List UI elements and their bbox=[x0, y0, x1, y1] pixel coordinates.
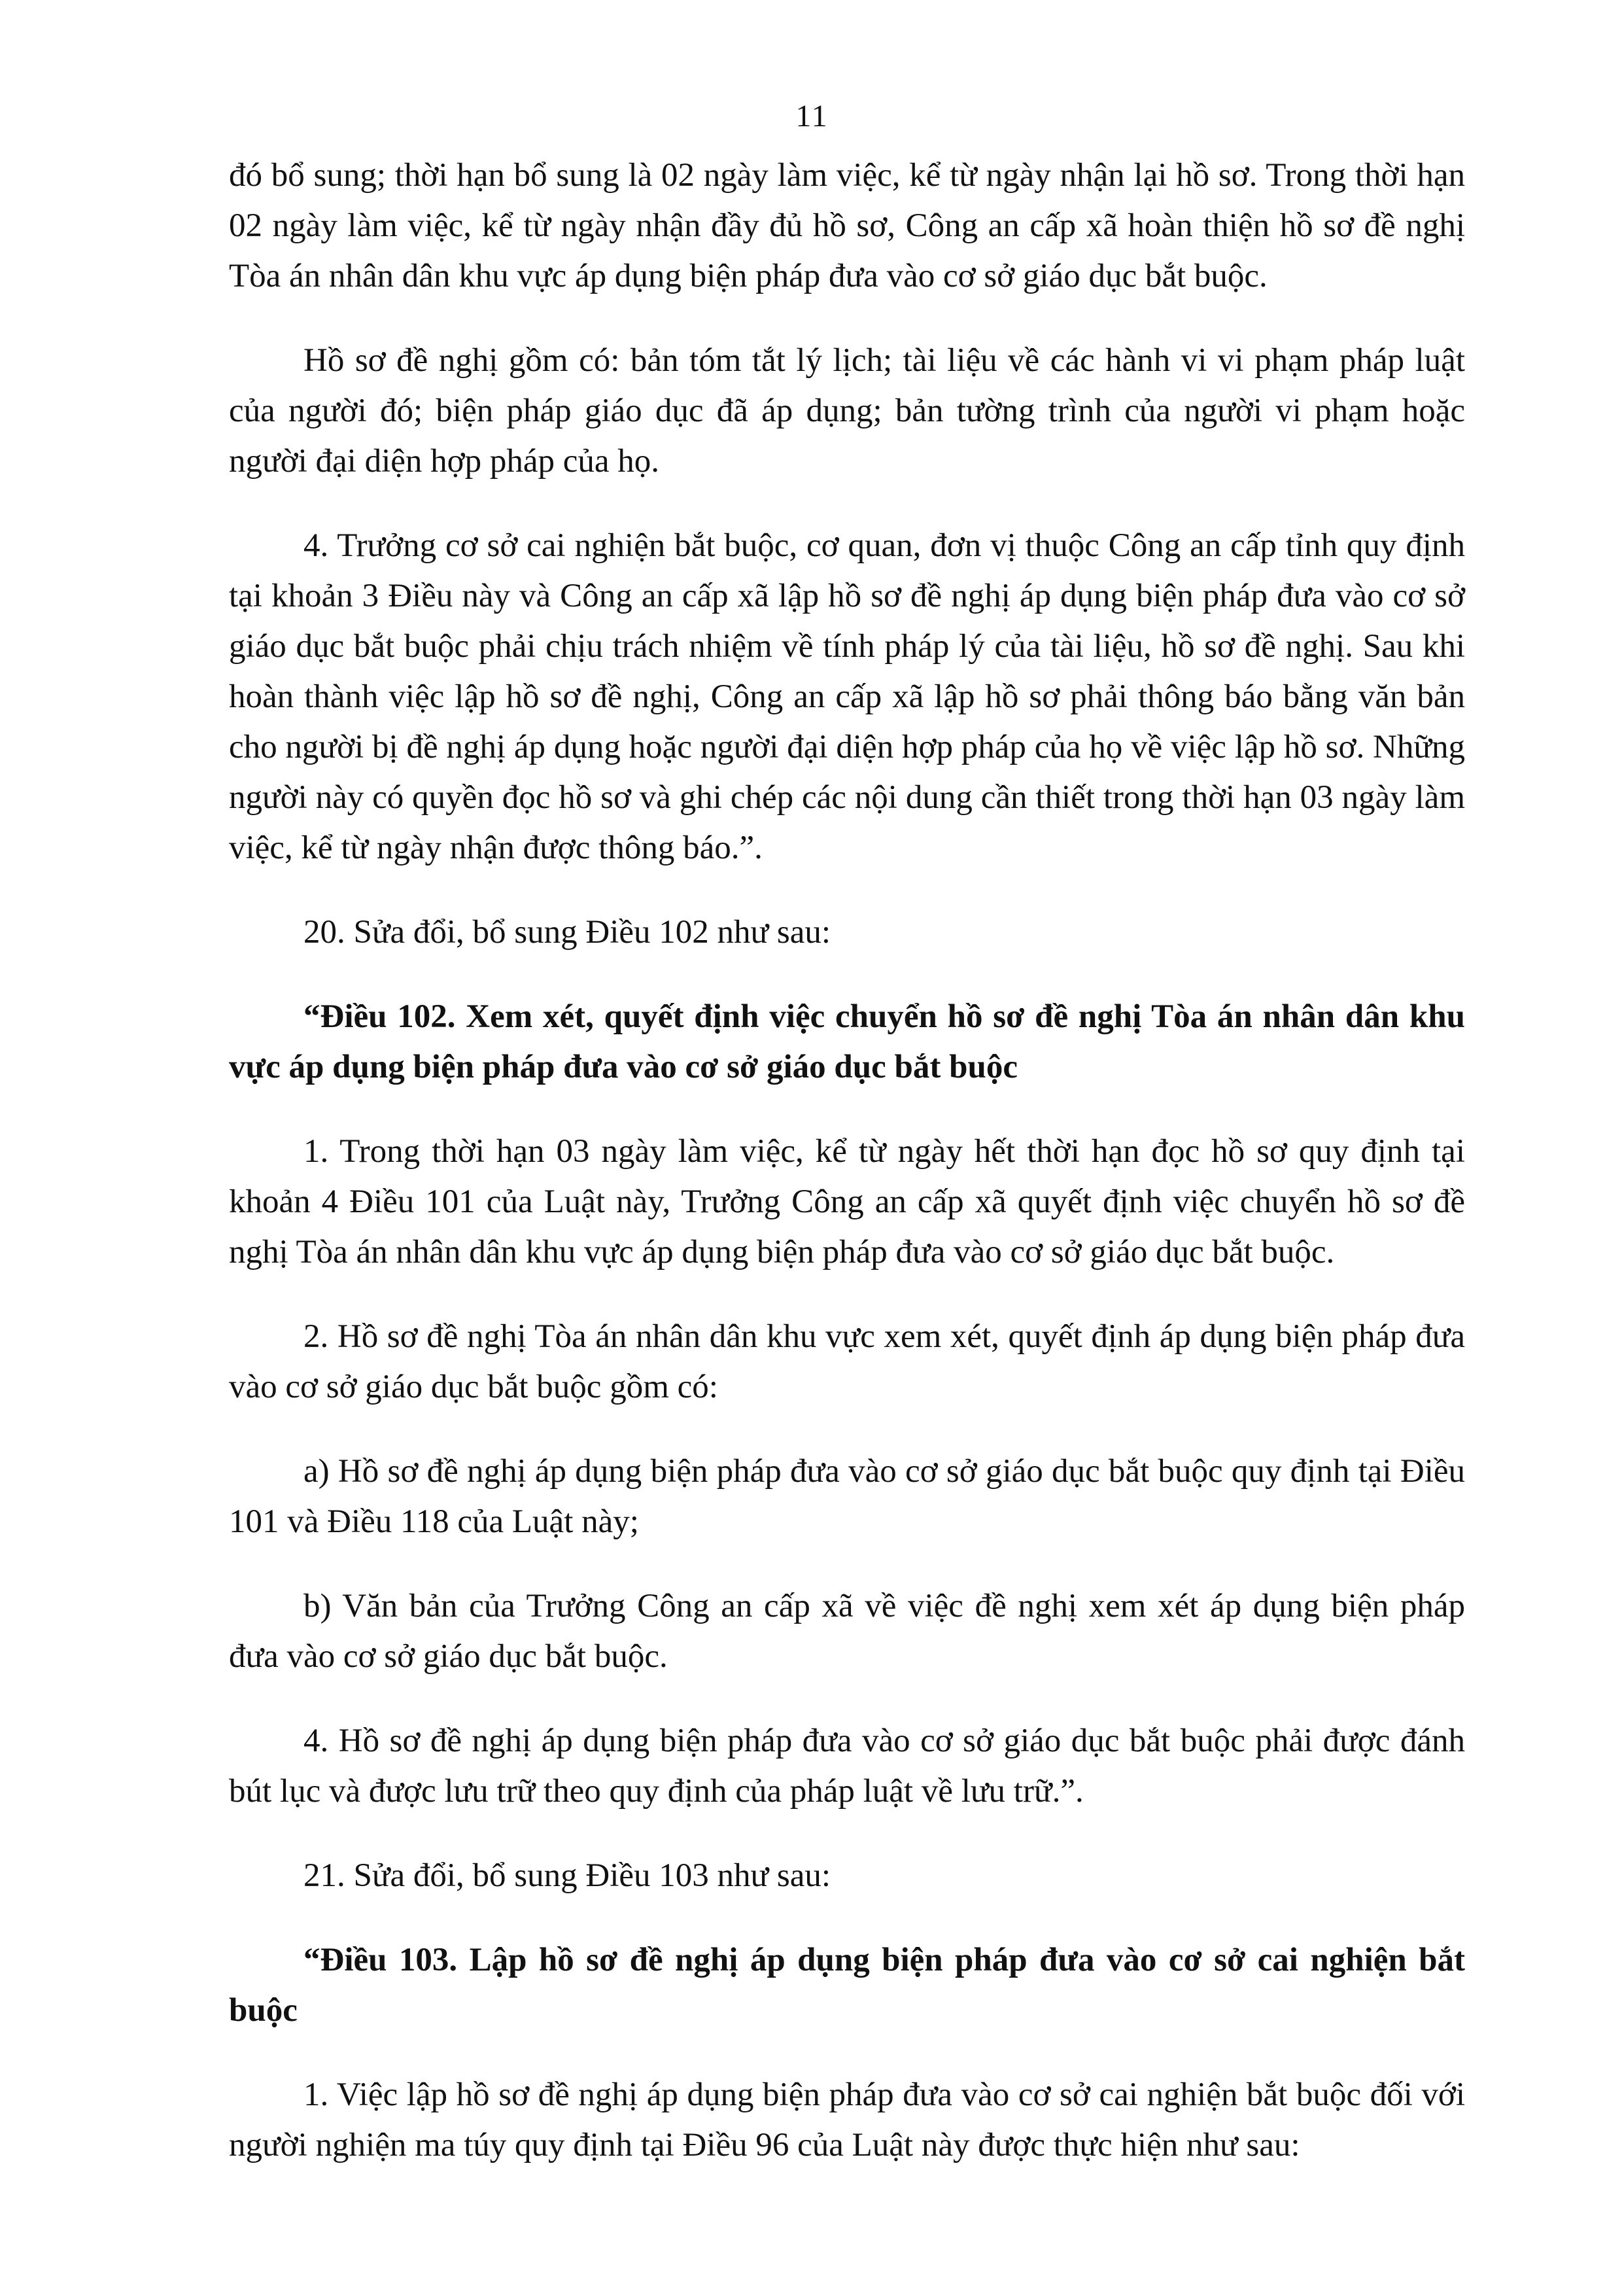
article-102-clause-2: 2. Hồ sơ đề nghị Tòa án nhân dân khu vực xem xét, quyết định áp dụng biện pháp đưa vào cơ sở giáo dục bắt buộc gồm có: bbox=[229, 1318, 1465, 1405]
page-number: 11 bbox=[795, 99, 829, 133]
article-102-clause-4: 4. Hồ sơ đề nghị áp dụng biện pháp đưa vào cơ sở giáo dục bắt buộc phải được đánh bút lục và được lưu trữ theo quy định của pháp luật về lưu trữ.”. bbox=[229, 1723, 1465, 1810]
paragraph-dossier-contents: Hồ sơ đề nghị gồm có: bản tóm tắt lý lịch; tài liệu về các hành vi vi phạm pháp luật của người đó; biện pháp giáo dục đã áp dụng; bản tường trình của người vi phạm hoặc người đại diện hợp pháp của họ. bbox=[229, 342, 1465, 480]
article-102-heading: “Điều 102. Xem xét, quyết định việc chuyển hồ sơ đề nghị Tòa án nhân dân khu vực áp dụng biện pháp đưa vào cơ sở giáo dục bắt buộc bbox=[229, 998, 1465, 1085]
paragraph-clause-4: 4. Trưởng cơ sở cai nghiện bắt buộc, cơ quan, đơn vị thuộc Công an cấp tỉnh quy định tại khoản 3 Điều này và Công an cấp xã lập hồ sơ đề nghị áp dụng biện pháp đưa vào cơ sở giáo dục bắt buộc phải chịu trách nhiệm về tính pháp lý của tài liệu, hồ sơ đề nghị. Sau khi hoàn thành việc lập hồ sơ đề nghị, Công an cấp xã lập hồ sơ phải thông báo bằng văn bản cho người bị đề nghị áp dụng hoặc người đại diện hợp pháp của họ về việc lập hồ sơ. Những người này có quyền đọc hồ sơ và ghi chép các nội dung cần thiết trong thời hạn 03 ngày làm việc, kể từ ngày nhận được thông báo.”. bbox=[229, 527, 1465, 866]
document-body bbox=[229, 150, 1465, 2205]
article-103-clause-1: 1. Việc lập hồ sơ đề nghị áp dụng biện pháp đưa vào cơ sở cai nghiện bắt buộc đối với người nghiện ma túy quy định tại Điều 96 của Luật này được thực hiện như sau: bbox=[229, 2076, 1465, 2163]
paragraph-amendment-21: 21. Sửa đổi, bổ sung Điều 103 như sau: bbox=[303, 1857, 831, 1894]
paragraph-continuation: đó bổ sung; thời hạn bổ sung là 02 ngày làm việc, kể từ ngày nhận lại hồ sơ. Trong thời hạn 02 ngày làm việc, kể từ ngày nhận đầy đủ hồ sơ, Công an cấp xã hoàn thiện hồ sơ đề nghị Tòa án nhân dân khu vực áp dụng biện pháp đưa vào cơ sở giáo dục bắt buộc. bbox=[229, 157, 1465, 294]
paragraph-amendment-20: 20. Sửa đổi, bổ sung Điều 102 như sau: bbox=[303, 914, 831, 951]
article-103-heading: “Điều 103. Lập hồ sơ đề nghị áp dụng biện pháp đưa vào cơ sở cai nghiện bắt buộc bbox=[229, 1942, 1465, 2029]
article-102-point-a: a) Hồ sơ đề nghị áp dụng biện pháp đưa vào cơ sở giáo dục bắt buộc quy định tại Điều 101 và Điều 118 của Luật này; bbox=[229, 1453, 1465, 1540]
article-102-clause-1: 1. Trong thời hạn 03 ngày làm việc, kể từ ngày hết thời hạn đọc hồ sơ quy định tại khoản 4 Điều 101 của Luật này, Trưởng Công an cấp xã quyết định việc chuyển hồ sơ đề nghị Tòa án nhân dân khu vực áp dụng biện pháp đưa vào cơ sở giáo dục bắt buộc. bbox=[229, 1133, 1465, 1270]
article-102-point-b: b) Văn bản của Trưởng Công an cấp xã về việc đề nghị xem xét áp dụng biện pháp đưa vào cơ sở giáo dục bắt buộc. bbox=[229, 1588, 1465, 1675]
